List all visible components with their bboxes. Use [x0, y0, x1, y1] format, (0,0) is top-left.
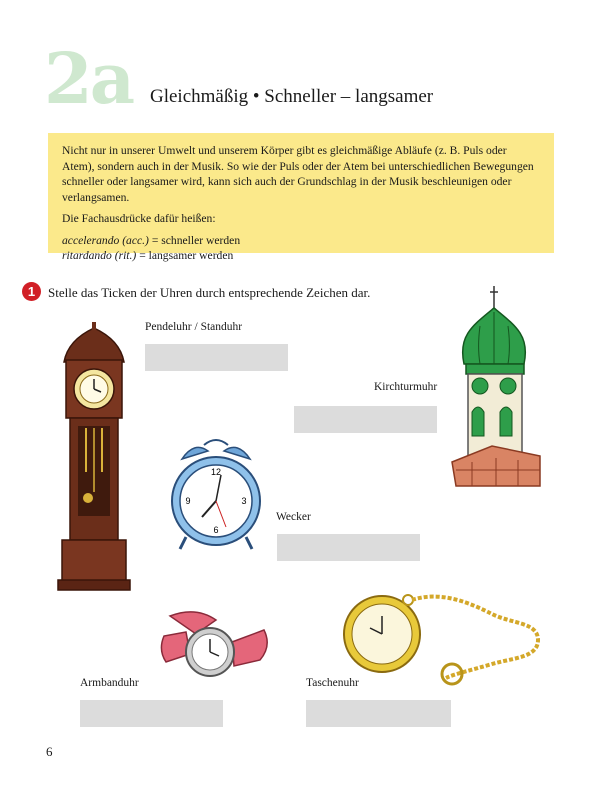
task-instruction: Stelle das Ticken der Uhren durch entsprechende Zeichen dar.	[48, 285, 371, 300]
pocket-watch-icon	[342, 594, 542, 690]
answer-field-taschenuhr[interactable]	[306, 700, 451, 727]
term-accelerando: accelerando (acc.) = schneller werden	[62, 233, 241, 247]
svg-text:12: 12	[210, 467, 222, 477]
alarm-clock-icon	[164, 437, 268, 553]
svg-text:6: 6	[213, 525, 219, 535]
answer-field-kirchturmuhr[interactable]	[294, 406, 437, 433]
answer-field-wecker[interactable]	[277, 534, 420, 561]
grandfather-clock-icon	[54, 322, 134, 590]
page-title: Gleichmäßig • Schneller – langsamer	[150, 86, 434, 107]
church-tower-icon	[452, 286, 542, 486]
wristwatch-icon	[156, 606, 272, 686]
label-armbanduhr: Armbanduhr	[80, 677, 139, 689]
chapter-number: 2a	[44, 37, 133, 120]
info-paragraph-terms-intro: Die Fachausdrücke dafür heißen:	[62, 212, 216, 225]
term-ritardando: ritardando (rit.) = langsamer werden	[62, 249, 234, 262]
label-taschenuhr: Taschenuhr	[306, 677, 359, 689]
svg-text:3: 3	[241, 496, 247, 506]
label-wecker: Wecker	[276, 511, 311, 523]
info-box	[48, 133, 554, 262]
task-number-badge: 1	[22, 282, 41, 301]
label-kirchturmuhr: Kirchturmuhr	[374, 381, 438, 393]
page-number: 6	[46, 744, 53, 759]
answer-field-armbanduhr[interactable]	[80, 700, 223, 727]
answer-field-pendeluhr[interactable]	[145, 344, 288, 371]
label-pendeluhr: Pendeluhr / Standuhr	[145, 321, 243, 333]
svg-text:9: 9	[185, 496, 191, 506]
info-paragraph: Nicht nur in unserer Umwelt und unserem Körper gibt es gleichmäßige Abläufe (z. B. Puls oder Atem), sondern auch in der Musik. So wie der Puls oder der Atem bei unterschiedlichen Bewegungen schneller oder langsamer wird, kann sich auch der Grundschlag in der Musik beschleunigen oder verlangsamen.	[62, 144, 534, 204]
